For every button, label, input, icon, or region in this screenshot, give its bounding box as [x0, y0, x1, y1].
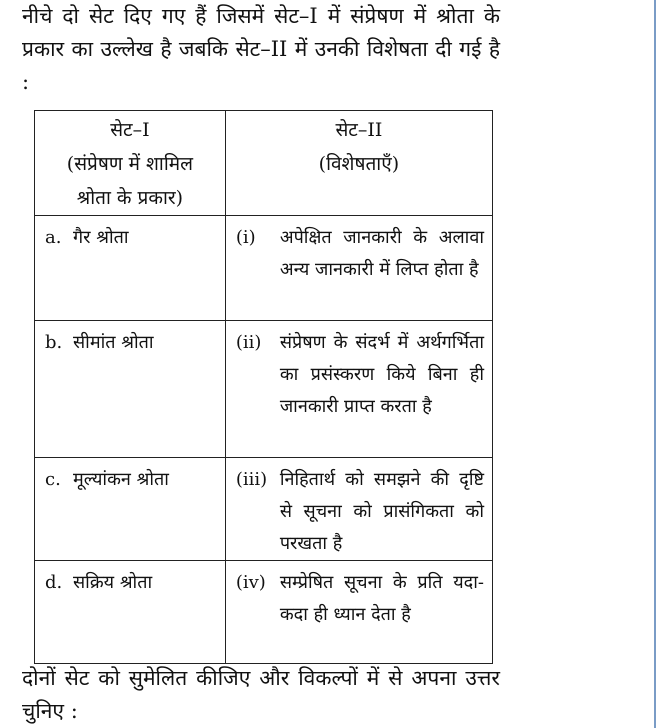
- table-row: [35, 458, 493, 561]
- set2-item: संप्रेषण के संदर्भ में अर्थगर्भिता का प्रसंस्करण किये बिना ही जानकारी प्राप्त करता है: [279, 332, 484, 417]
- question-intro: नीचे दो सेट दिए गए हैं जिसमें सेट–I में संप्रेषण में श्रोता के प्रकार का उल्लेख है जबकि सेट–II में उनकी विशेषता दी गई है :: [22, 4, 500, 94]
- set2-cell: [225, 216, 492, 321]
- set1-item: सक्रिय श्रोता: [73, 572, 153, 593]
- set1-item: मूल्यांकन श्रोता: [73, 469, 169, 490]
- set2-item: सम्प्रेषित सूचना के प्रति यदा-कदा ही ध्यान देता है: [279, 572, 484, 625]
- set1-tag: d.: [45, 572, 63, 593]
- match-table: [34, 110, 493, 664]
- set2-item: अपेक्षित जानकारी के अलावा अन्य जानकारी में लिप्त होता है: [279, 227, 484, 280]
- set1-header: [35, 111, 226, 216]
- set1-cell: [35, 216, 226, 321]
- set1-cell: [35, 561, 226, 664]
- set2-tag: (iii): [235, 469, 268, 490]
- set1-tag: c.: [45, 469, 61, 490]
- set2-subtitle: (विशेषताएँ): [318, 153, 400, 175]
- set1-subtitle-line1: (संप्रेषण में शामिल: [66, 153, 194, 175]
- set2-cell: [225, 561, 492, 664]
- set1-subtitle-line2: श्रोता के प्रकार): [76, 187, 184, 209]
- set2-header: [225, 111, 492, 216]
- set2-title: सेट–II: [335, 119, 383, 141]
- table-row: [35, 216, 493, 321]
- set2-cell: [225, 321, 492, 458]
- set1-cell: [35, 458, 226, 561]
- set1-item: सीमांत श्रोता: [73, 332, 154, 353]
- set1-tag: a.: [45, 227, 62, 248]
- table-header-row: [35, 111, 493, 216]
- table-row: [35, 321, 493, 458]
- question-instruction: दोनों सेट को सुमेलित कीजिए और विकल्पों में से अपना उत्तर चुनिए :: [22, 666, 500, 723]
- set1-item: गैर श्रोता: [73, 227, 129, 248]
- set2-item: निहितार्थ को समझने की दृष्टि से सूचना को प्रासंगिकता को परखता है: [279, 469, 484, 554]
- set1-cell: [35, 321, 226, 458]
- set2-tag: (i): [235, 227, 256, 248]
- set2-tag: (ii): [235, 332, 262, 353]
- set1-title: सेट–I: [110, 119, 150, 141]
- set1-tag: b.: [45, 332, 63, 353]
- set2-cell: [225, 458, 492, 561]
- set2-tag: (iv): [235, 572, 266, 593]
- table-row: [35, 561, 493, 664]
